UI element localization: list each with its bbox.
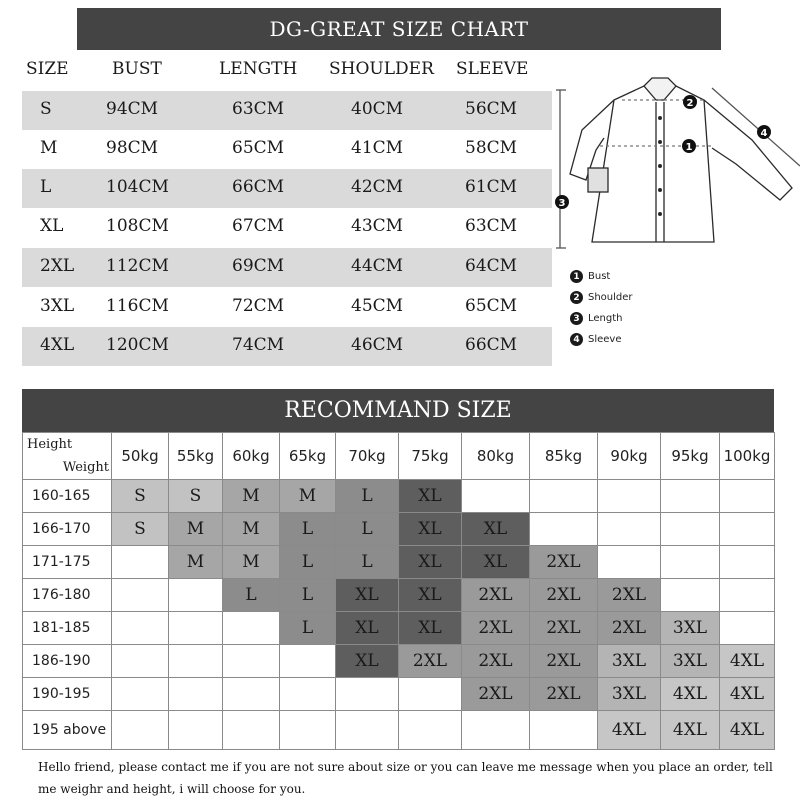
weight-header: 85kg [530,433,598,480]
recommend-title: RECOMMAND SIZE [22,389,774,432]
recommend-row [23,579,775,612]
size-recommendation-cell [661,513,720,546]
size-recommendation-cell [720,546,775,579]
size-recommendation-cell [280,678,336,711]
size-row [22,169,552,208]
size-recommendation-cell [223,711,280,750]
header-length: LENGTH [219,59,298,79]
size-recommendation-cell [223,678,280,711]
size-recommendation-cell: XL [399,513,462,546]
size-recommendation-cell [598,513,661,546]
size-recommendation-cell: L [280,546,336,579]
weight-header: 80kg [462,433,530,480]
size-recommendation-cell [169,645,223,678]
size-recommendation-cell [720,513,775,546]
height-label: 166-170 [23,513,112,546]
size-recommendation-cell: XL [336,579,399,612]
chart-title: DG-GREAT SIZE CHART [77,8,721,50]
size-recommendation-cell [598,546,661,579]
size-recommendation-cell [530,711,598,750]
size-cell-size: 4XL [40,335,75,355]
size-recommendation-cell [720,612,775,645]
size-recommendation-cell: 2XL [399,645,462,678]
size-recommendation-cell: L [280,612,336,645]
size-cell-length: 63CM [232,99,285,119]
size-recommendation-cell [280,711,336,750]
size-recommendation-cell: XL [399,579,462,612]
size-cell-bust: 98CM [106,138,159,158]
legend-sleeve [570,333,622,346]
recommend-row [23,612,775,645]
size-recommendation-cell [530,513,598,546]
legend-label: Bust [588,271,611,282]
size-recommendation-cell [169,579,223,612]
weight-header: 65kg [280,433,336,480]
marker-sleeve: 4 [760,128,768,139]
size-recommendation-cell [720,579,775,612]
marker-length: 3 [558,198,566,209]
legend-num-3: 3 [570,312,583,325]
size-cell-size: S [40,99,52,119]
size-row [22,208,552,247]
height-label: 181-185 [23,612,112,645]
size-cell-size: M [40,138,58,158]
weight-header: 75kg [399,433,462,480]
legend-num-2: 2 [570,291,583,304]
size-recommendation-cell [462,480,530,513]
size-recommendation-cell [112,678,169,711]
size-cell-bust: 116CM [106,296,169,316]
shirt-illustration [552,70,800,270]
size-recommendation-cell [598,480,661,513]
size-cell-length: 69CM [232,256,285,276]
size-recommendation-cell: M [280,480,336,513]
legend-num-1: 1 [570,270,583,283]
size-cell-sleeve: 65CM [465,296,518,316]
marker-shoulder: 2 [686,98,694,109]
size-chart-headers [0,55,552,89]
height-label: 195 above [23,711,112,750]
height-label: 186-190 [23,645,112,678]
recommend-row [23,546,775,579]
size-cell-shoulder: 45CM [351,296,404,316]
size-cell-shoulder: 44CM [351,256,404,276]
size-recommendation-cell [280,645,336,678]
size-cell-size: 2XL [40,256,75,276]
size-recommendation-cell: 4XL [598,711,661,750]
legend-label: Shoulder [588,292,633,303]
size-recommendation-cell: M [223,513,280,546]
size-cell-bust: 120CM [106,335,169,355]
weight-header: 95kg [661,433,720,480]
size-recommendation-cell: XL [462,513,530,546]
size-recommendation-cell [399,678,462,711]
recommend-row [23,711,775,750]
size-recommendation-cell [169,678,223,711]
weight-header: 55kg [169,433,223,480]
size-recommendation-cell [169,711,223,750]
legend-label: Length [588,313,623,324]
size-recommendation-cell: L [336,480,399,513]
size-cell-sleeve: 56CM [465,99,518,119]
size-recommendation-cell: M [169,546,223,579]
marker-bust: 1 [685,142,693,153]
height-label: 176-180 [23,579,112,612]
size-recommendation-cell: 2XL [462,579,530,612]
size-cell-sleeve: 64CM [465,256,518,276]
legend-label: Sleeve [588,334,622,345]
header-bust: BUST [112,59,162,79]
size-recommendation-cell [661,546,720,579]
size-recommendation-cell: 2XL [530,612,598,645]
size-row [22,130,552,169]
header-size: SIZE [26,59,69,79]
size-recommendation-cell: M [223,546,280,579]
size-row [22,327,552,366]
size-recommendation-cell: 2XL [530,579,598,612]
size-recommendation-cell: 2XL [598,579,661,612]
size-cell-size: L [40,177,52,197]
size-cell-length: 67CM [232,216,285,236]
size-cell-length: 72CM [232,296,285,316]
size-recommendation-cell: 2XL [530,678,598,711]
size-recommendation-cell: S [112,480,169,513]
size-recommendation-cell [112,612,169,645]
size-recommendation-cell: 2XL [462,645,530,678]
size-cell-shoulder: 42CM [351,177,404,197]
size-recommendation-cell [112,645,169,678]
size-row [22,288,552,327]
corner-height-label: Height [27,437,73,452]
size-cell-sleeve: 61CM [465,177,518,197]
height-label: 160-165 [23,480,112,513]
size-cell-shoulder: 46CM [351,335,404,355]
size-recommendation-cell: S [112,513,169,546]
size-recommendation-cell: L [280,513,336,546]
size-recommendation-cell: XL [399,480,462,513]
size-recommendation-cell: 4XL [661,711,720,750]
weight-header: 50kg [112,433,169,480]
size-recommendation-cell: S [169,480,223,513]
size-recommendation-cell: L [336,513,399,546]
size-recommendation-cell [661,480,720,513]
size-recommendation-cell [112,546,169,579]
size-recommendation-cell: 2XL [598,612,661,645]
size-cell-size: XL [40,216,64,236]
size-cell-size: 3XL [40,296,75,316]
legend-length [570,312,623,325]
corner-cell [23,433,112,480]
height-label: 171-175 [23,546,112,579]
size-cell-shoulder: 40CM [351,99,404,119]
size-recommendation-cell: 3XL [661,612,720,645]
height-label: 190-195 [23,678,112,711]
size-cell-sleeve: 58CM [465,138,518,158]
recommend-row [23,678,775,711]
size-recommendation-cell: 4XL [720,711,775,750]
size-recommendation-cell: L [280,579,336,612]
size-recommendation-cell [530,480,598,513]
size-recommendation-cell: L [223,579,280,612]
size-recommendation-cell [223,645,280,678]
size-recommendation-cell: 4XL [720,645,775,678]
size-cell-bust: 108CM [106,216,169,236]
weight-header: 70kg [336,433,399,480]
size-recommendation-cell: 3XL [598,645,661,678]
corner-weight-label: Weight [62,460,109,475]
size-recommendation-cell: XL [336,645,399,678]
size-recommendation-cell [169,612,223,645]
contact-note: Hello friend, please contact me if you are not sure about size or you can leave me message when you place an order, tell me weighr and height, i will choose for you. [38,760,773,796]
size-recommendation-cell: 2XL [530,546,598,579]
size-recommendation-cell: 2XL [462,678,530,711]
size-cell-length: 74CM [232,335,285,355]
size-recommendation-cell: M [169,513,223,546]
recommend-row [23,645,775,678]
size-row [22,248,552,287]
weight-header: 100kg [720,433,775,480]
size-recommendation-cell: 3XL [598,678,661,711]
size-cell-shoulder: 41CM [351,138,404,158]
size-cell-length: 65CM [232,138,285,158]
size-recommendation-cell [112,711,169,750]
recommend-row [23,480,775,513]
size-recommendation-cell [112,579,169,612]
size-recommendation-cell: XL [399,546,462,579]
legend-num-4: 4 [570,333,583,346]
legend-bust [570,270,610,283]
size-cell-shoulder: 43CM [351,216,404,236]
header-shoulder: SHOULDER [329,59,434,79]
size-recommendation-cell: 3XL [661,645,720,678]
size-recommendation-cell: 4XL [720,678,775,711]
size-recommendation-cell: M [223,480,280,513]
size-cell-bust: 112CM [106,256,169,276]
size-recommendation-cell: 2XL [462,612,530,645]
size-recommendation-cell: XL [336,612,399,645]
size-recommendation-cell [462,711,530,750]
header-sleeve: SLEEVE [456,59,529,79]
size-recommendation-cell [336,711,399,750]
weight-header: 60kg [223,433,280,480]
size-cell-bust: 104CM [106,177,169,197]
size-row [22,91,552,130]
recommend-row [23,513,775,546]
size-recommendation-cell: 2XL [530,645,598,678]
weight-header: 90kg [598,433,661,480]
size-recommendation-cell [336,678,399,711]
size-recommendation-cell: XL [399,612,462,645]
size-cell-bust: 94CM [106,99,159,119]
recommend-table [22,432,775,750]
size-recommendation-cell: L [336,546,399,579]
size-cell-length: 66CM [232,177,285,197]
size-cell-sleeve: 66CM [465,335,518,355]
size-recommendation-cell [223,612,280,645]
size-recommendation-cell: XL [462,546,530,579]
legend-shoulder [570,291,633,304]
size-recommendation-cell [399,711,462,750]
shirt-diagram [552,70,800,370]
size-recommendation-cell [720,480,775,513]
size-cell-sleeve: 63CM [465,216,518,236]
size-recommendation-cell: 4XL [661,678,720,711]
size-recommendation-cell [661,579,720,612]
